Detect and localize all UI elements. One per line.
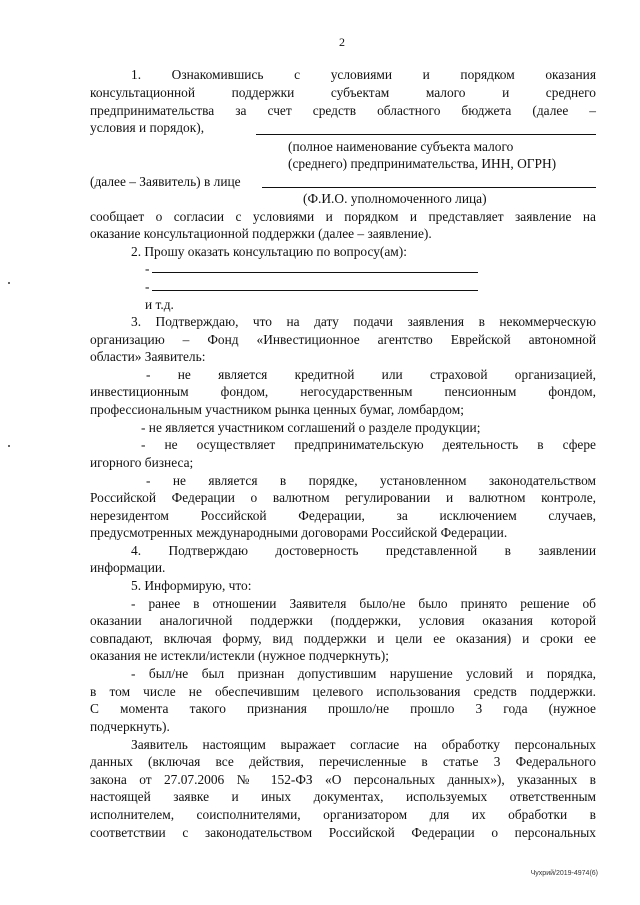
text-line-6: (среднего) предпринимательства, ИНН, ОГРН): [288, 156, 557, 171]
text-line-27: предусмотренных международными договорами Российской Федерации.: [90, 525, 508, 540]
text-line-11: 2. Прошу оказать консультацию по вопросу(ам):: [131, 244, 407, 259]
text-line-31: - ранее в отношении Заявителя было/не было принято решение об: [131, 596, 596, 611]
text-line-41: закона от 27.07.2006 № 152-ФЗ «О персональных данных»), указанных в: [90, 772, 596, 787]
document-code: Чухрий/2019-4974(6): [530, 870, 598, 877]
text-line-8: (Ф.И.О. уполномоченного лица): [303, 191, 487, 206]
text-line-14: и т.д.: [145, 297, 174, 312]
text-line-34: оказания не истекли/истекли (нужное подчеркнуть);: [90, 648, 389, 663]
text-line-20: профессиональным участником рынка ценных бумаг, ломбардом;: [90, 402, 464, 417]
text-line-42: настоящей заявке и иных документах, используемых ответственным: [90, 789, 596, 804]
text-line-36: в том числе не обеспечившим целевого использования средств поддержки.: [90, 684, 596, 699]
text-line-16: организацию – Фонд «Инвестиционное агентство Еврейской автономной: [90, 332, 596, 347]
name-blank-line: [256, 134, 596, 135]
text-line-37: С момента такого признания прошло/не прошло 3 года (нужное: [90, 701, 596, 716]
text-line-32: оказании аналогичной поддержки (поддержки, условия оказания которой: [90, 613, 596, 628]
text-line-4: условия и порядок),: [90, 120, 205, 135]
text-line-5: (полное наименование субъекта малого: [288, 139, 514, 154]
text-line-44: соответствии с законодательством Российской Федерации о персональных: [90, 825, 596, 840]
text-line-29: информации.: [90, 560, 166, 575]
text-line-38: подчеркнуть).: [90, 719, 170, 734]
text-line-17: области» Заявитель:: [90, 349, 206, 364]
text-line-10: оказание консультационной поддержки (далее – заявление).: [90, 226, 432, 241]
text-line-19: инвестиционным фондом, негосударственным пенсионным фондом,: [90, 384, 596, 399]
text-line-9: сообщает о согласии с условиями и порядком и представляет заявление на: [90, 209, 596, 224]
text-line-3: предпринимательства за счет средств областного бюджета (далее –: [90, 103, 596, 118]
text-line-26: нерезидентом Российской Федерации, за исключением случаев,: [90, 508, 596, 523]
text-line-24: - не является в порядке, установленном законодательством: [146, 473, 596, 488]
question-blank-line-2: [152, 290, 478, 291]
text-line-12: -: [145, 261, 150, 276]
text-line-25: Российской Федерации о валютном регулировании и валютном контроле,: [90, 490, 596, 505]
person-blank-line: [262, 187, 596, 188]
page-number: 2: [339, 35, 345, 49]
text-line-43: исполнителем, соисполнителями, организатором для их обработки в: [90, 807, 596, 822]
text-line-33: совпадают, включая форму, вид поддержки и цели ее оказания) и сроки ее: [90, 631, 596, 646]
question-blank-line-1: [152, 272, 478, 273]
scan-mark: [8, 282, 10, 284]
text-line-21: - не является участником соглашений о разделе продукции;: [141, 420, 481, 435]
text-line-22: - не осуществляет предпринимательскую деятельность в сфере: [141, 437, 596, 452]
scan-mark: [8, 445, 10, 447]
text-line-35: - был/не был признан допустившим нарушение условий и порядка,: [131, 666, 596, 681]
text-line-18: - не является кредитной или страховой организацией,: [146, 367, 596, 382]
text-line-15: 3. Подтверждаю, что на дату подачи заявления в некоммерческую: [131, 314, 596, 329]
text-line-7: (далее – Заявитель) в лице: [90, 174, 241, 189]
text-line-1: 1. Ознакомившись с условиями и порядком оказания: [131, 67, 596, 82]
text-line-23: игорного бизнеса;: [90, 455, 194, 470]
text-line-28: 4. Подтверждаю достоверность представленной в заявлении: [131, 543, 596, 558]
text-line-30: 5. Информирую, что:: [131, 578, 252, 593]
text-line-2: консультационной поддержки субъектам малого и среднего: [90, 85, 596, 100]
text-line-13: -: [145, 279, 150, 294]
text-line-39: Заявитель настоящим выражает согласие на обработку персональных: [131, 737, 596, 752]
text-line-40: данных (включая все действия, перечисленные в статье 3 Федерального: [90, 754, 596, 769]
